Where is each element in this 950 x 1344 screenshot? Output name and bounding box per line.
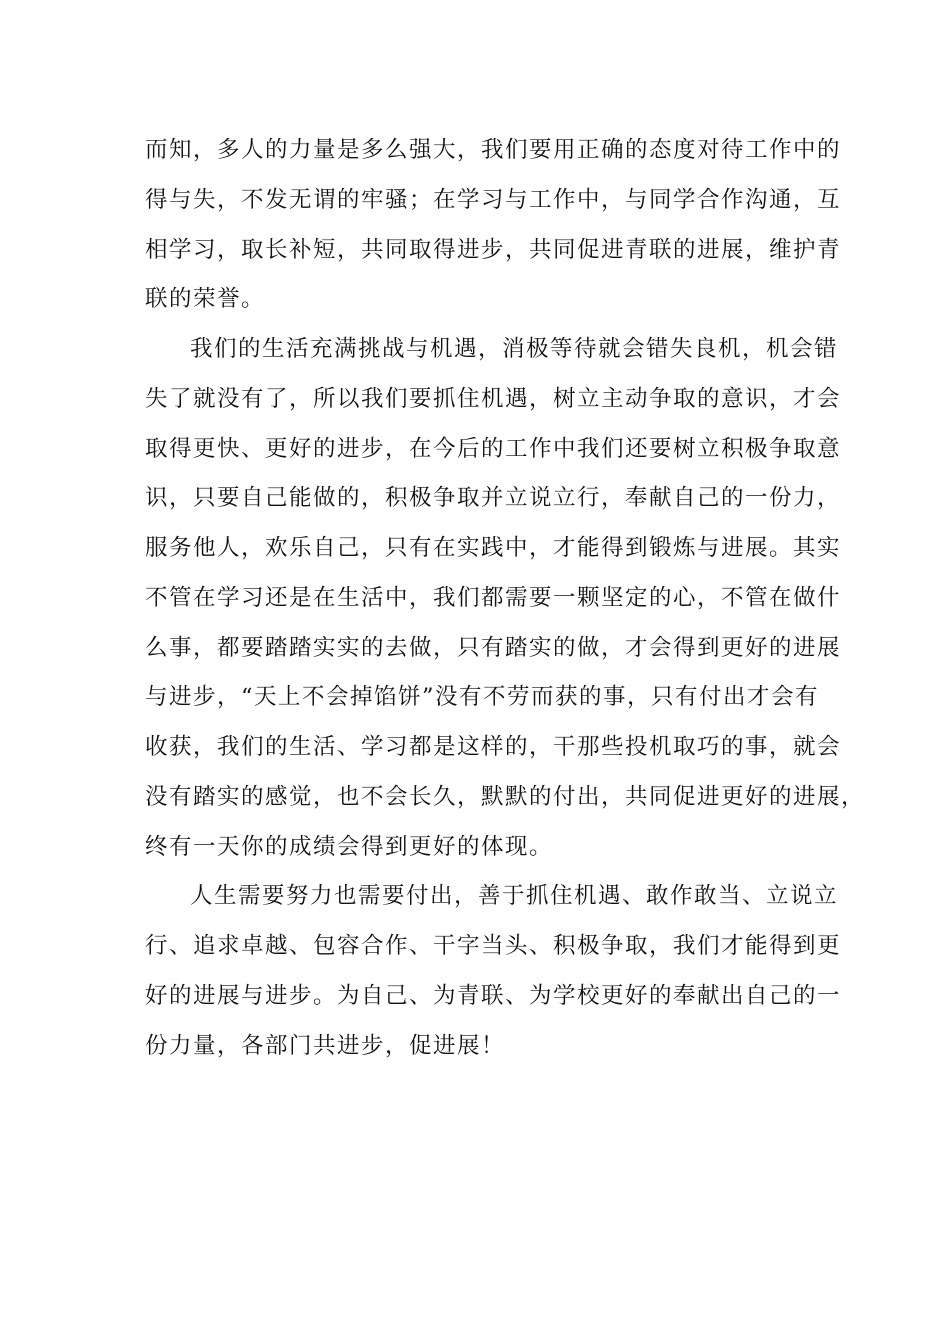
paragraph-start-line: 我们的生活充满挑战与机遇，消极等待就会错失良机，机会错 — [190, 336, 839, 362]
text-line: 么事，都要踏踏实实的去做，只有踏实的做，才会得到更好的进展 — [145, 634, 842, 661]
paragraph-start-line: 人生需要努力也需要付出，善于抓住机遇、敢作敢当、立说立 — [190, 883, 839, 910]
document-body — [145, 126, 866, 1071]
text-line: 好的进展与进步。为自己、为青联、为学校更好的奉献出自己的一 — [145, 982, 842, 1009]
text-line: 收获，我们的生活、学习都是这样的，干那些投机取巧的事，就会 — [145, 734, 842, 760]
text-line: 服务他人，欢乐自己，只有在实践中，才能得到锻炼与进展。其实 — [145, 535, 842, 561]
text-line: 不管在学习还是在生活中，我们都需要一颗坚定的心，不管在做什 — [145, 584, 842, 611]
text-line: 失了就没有了，所以我们要抓住机遇，树立主动争取的意识，才会 — [145, 385, 842, 412]
text-line: 份力量，各部门共进步，促进展！ — [145, 1032, 506, 1059]
text-line: 联的荣誉。 — [145, 286, 266, 313]
text-line: 没有踏实的感觉，也不会长久，默默的付出，共同促进更好的进展， — [145, 783, 866, 810]
text-line: 相学习，取长补短，共同取得进步，共同促进青联的进展，维护青 — [145, 236, 842, 263]
text-line: 终有一天你的成绩会得到更好的体现。 — [145, 833, 554, 860]
text-line: 识，只要自己能做的，积极争取并立说立行，奉献自己的一份力， — [145, 485, 842, 512]
text-line: 行、追求卓越、包容合作、干字当头、积极争取，我们才能得到更 — [145, 933, 842, 959]
text-line: 与进步，“天上不会掉馅饼”没有不劳而获的事，只有付出才会有 — [145, 684, 820, 711]
text-line: 取得更快、更好的进步，在今后的工作中我们还要树立积极争取意 — [145, 435, 842, 462]
text-line: 而知，多人的力量是多么强大，我们要用正确的态度对待工作中的 — [145, 137, 842, 163]
text-line: 得与失，不发无谓的牢骚；在学习与工作中，与同学合作沟通，互 — [145, 186, 842, 213]
